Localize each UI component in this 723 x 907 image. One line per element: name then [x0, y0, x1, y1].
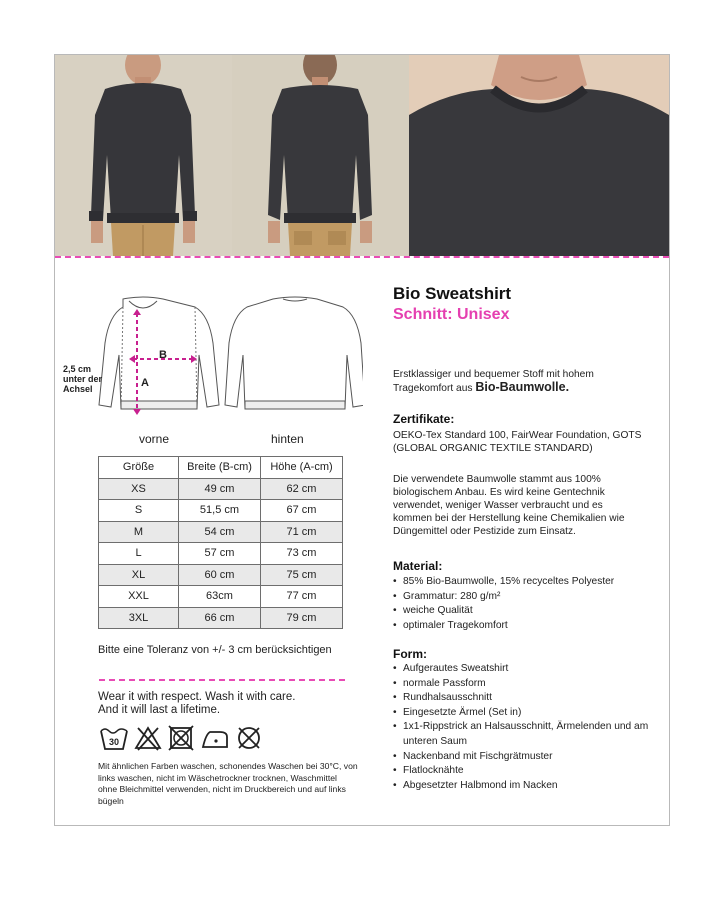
no-tumble-dry-icon: [168, 725, 194, 751]
table-cell: 51,5 cm: [179, 500, 261, 522]
list-item: • normale Passform: [393, 677, 653, 692]
pink-divider: [99, 679, 345, 681]
iron-low-icon: [200, 725, 230, 751]
back-label: hinten: [271, 432, 304, 446]
table-cell: 66 cm: [179, 607, 261, 629]
table-cell: 71 cm: [261, 521, 343, 543]
list-item: • 1x1-Rippstrick an Halsausschnitt, Ärmelenden und am unteren Saum: [393, 720, 653, 749]
product-sheet: [54, 54, 670, 826]
table-row: [99, 500, 343, 522]
table-header: Breite (B-cm): [179, 457, 261, 479]
list-item: • 85% Bio-Baumwolle, 15% recyceltes Polyester: [393, 575, 653, 590]
care-slogan-line: And it will last a lifetime.: [98, 704, 221, 716]
size-table: [98, 456, 343, 629]
care-slogan: [98, 691, 295, 717]
armpit-note: 2,5 cm unter der Achsel: [63, 364, 103, 394]
tolerance-note: Bitte eine Toleranz von +/- 3 cm berücksichtigen: [98, 644, 332, 656]
product-cut: Schnitt: Unisex: [393, 306, 510, 323]
table-header: Höhe (A-cm): [261, 457, 343, 479]
table-cell: 54 cm: [179, 521, 261, 543]
table-cell: 63cm: [179, 586, 261, 608]
table-cell: 67 cm: [261, 500, 343, 522]
list-item: • weiche Qualität: [393, 604, 653, 619]
photo-front: [55, 55, 232, 256]
measure-arrows: [63, 293, 363, 443]
cotton-text: Die verwendete Baumwolle stammt aus 100% biologischem Anbau. Es wird keine Gentechnik verwendet, weniger Wasser verbraucht und es kommen bei der Herstellung keine Chemikalien wie Düngemittel oder Pestizide zum Einsatz.: [393, 474, 625, 537]
table-row: [99, 564, 343, 586]
intro-text-body: Erstklassiger und bequemer Stoff mit hohem Tragekomfort aus: [393, 369, 594, 394]
table-header-row: [99, 457, 343, 479]
list-item: • Grammatur: 280 g/m²: [393, 590, 653, 605]
table-cell: 62 cm: [261, 478, 343, 500]
front-label: vorne: [139, 432, 170, 446]
wash-30-icon: [99, 725, 129, 751]
table-cell: 57 cm: [179, 543, 261, 565]
list-item: • optimaler Tragekomfort: [393, 619, 653, 634]
certificates-heading: Zertifikate:: [393, 412, 455, 426]
table-cell: XXL: [99, 586, 179, 608]
list-item: • Aufgerautes Sweatshirt: [393, 662, 653, 677]
no-bleach-icon: [134, 725, 162, 751]
table-cell: 75 cm: [261, 564, 343, 586]
list-item: • Nackenband mit Fischgrätmuster: [393, 750, 653, 765]
table-cell: 3XL: [99, 607, 179, 629]
care-instructions: Mit ähnlichen Farben waschen, schonendes Waschen bei 30°C, von links waschen, nicht im Wäschetrockner trocknen, Waschmittel ohne Bleichmittel verwenden, nicht im Druckbereich und auf links bügeln: [98, 761, 358, 806]
list-item: • Eingesetzte Ärmel (Set in): [393, 706, 653, 721]
list-item: • Abgesetzter Halbmond im Nacken: [393, 779, 653, 794]
table-cell: 79 cm: [261, 607, 343, 629]
table-cell: M: [99, 521, 179, 543]
photo-back: [232, 55, 409, 256]
measure-b-label: B: [159, 349, 167, 361]
photo-collar-detail: [409, 55, 669, 256]
table-cell: XS: [99, 478, 179, 500]
material-heading: Material:: [393, 559, 443, 573]
table-cell: 73 cm: [261, 543, 343, 565]
table-row: [99, 543, 343, 565]
list-item: • Flatlocknähte: [393, 764, 653, 779]
material-list: [393, 575, 653, 633]
table-row: [99, 586, 343, 608]
pink-divider: [55, 256, 669, 258]
care-slogan-line: Wear it with respect. Wash it with care.: [98, 691, 296, 703]
table-row: [99, 521, 343, 543]
list-item: • Rundhalsausschnitt: [393, 691, 653, 706]
table-header: Größe: [99, 457, 179, 479]
table-cell: 77 cm: [261, 586, 343, 608]
table-cell: XL: [99, 564, 179, 586]
certificates-text: OEKO-Tex Standard 100, FairWear Foundation, GOTS (GLOBAL ORGANIC TEXTILE STANDARD): [393, 430, 642, 454]
photo-strip: [55, 55, 669, 256]
table-row: [99, 478, 343, 500]
table-cell: 60 cm: [179, 564, 261, 586]
table-row: [99, 607, 343, 629]
table-cell: S: [99, 500, 179, 522]
intro-text: [393, 368, 643, 395]
table-cell: 49 cm: [179, 478, 261, 500]
intro-highlight: Bio-Baumwolle.: [475, 380, 570, 394]
form-list: [393, 662, 653, 793]
wash-temp: 30: [108, 737, 120, 747]
no-dry-clean-icon: [236, 725, 262, 751]
product-title: Bio Sweatshirt: [393, 284, 512, 303]
form-heading: Form:: [393, 647, 427, 661]
measure-a-label: A: [141, 377, 149, 389]
table-cell: L: [99, 543, 179, 565]
